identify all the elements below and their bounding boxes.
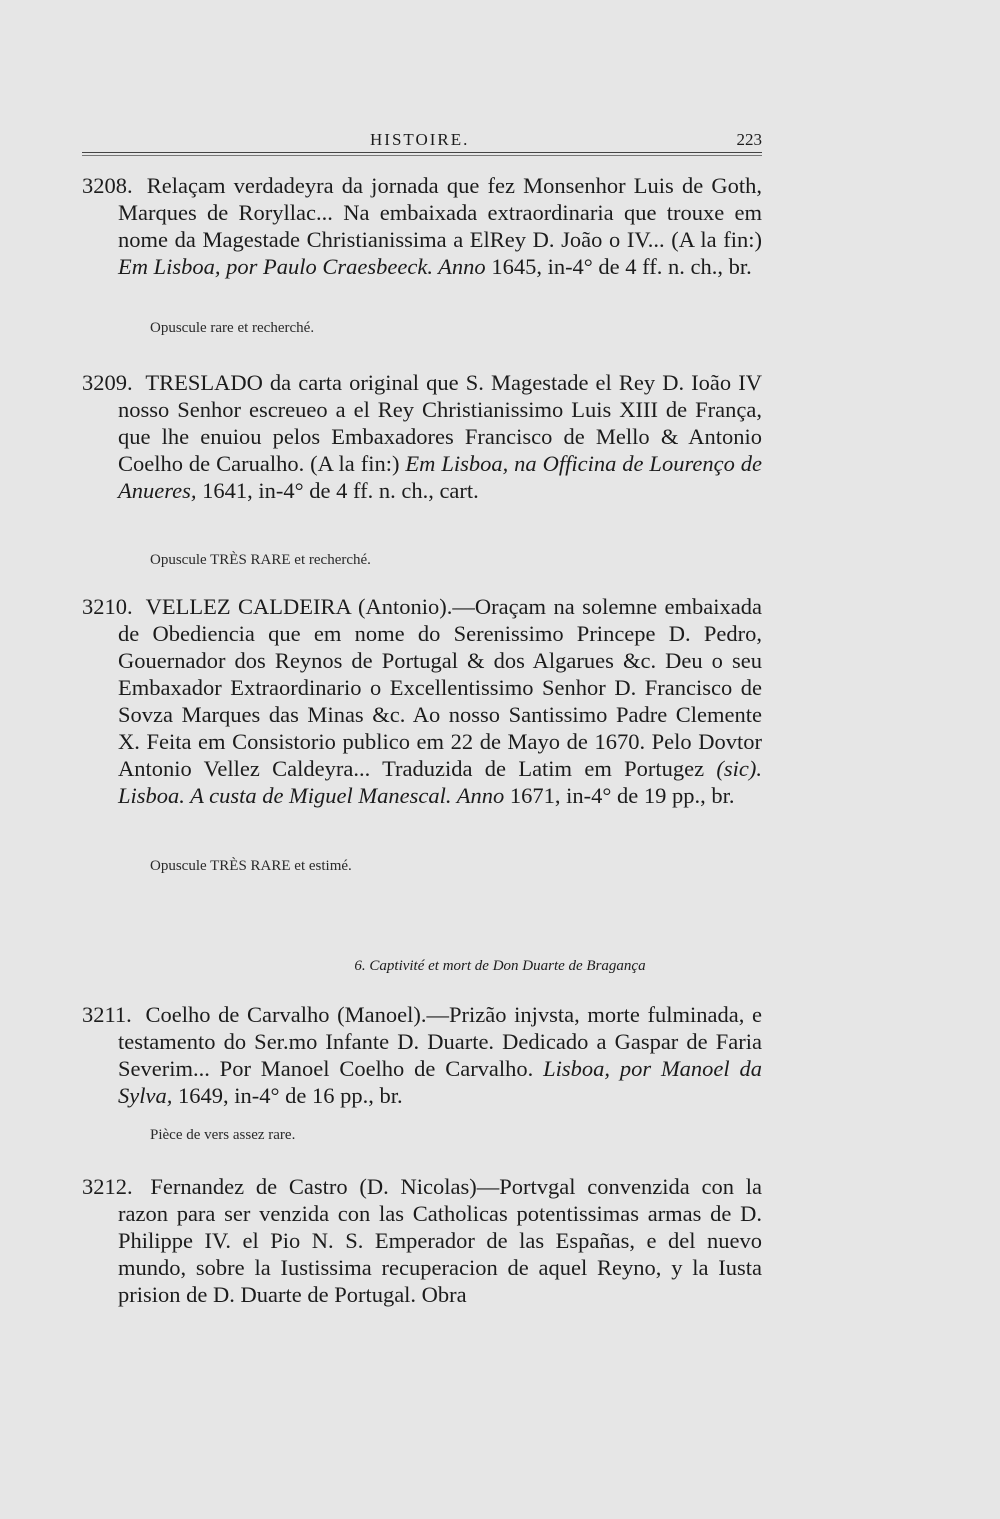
entry-text: TRESLADO da carta original que S. Magestade el Rey D. Ioão IV nosso Senhor escreueo a el Rey Christianissimo Luis XIII de França, que lhe enuiou pelos Embaxadores Francisco de Mello & Antonio Coelho de Carualho. (A la fin:) [118, 370, 762, 476]
header-rule-secondary [82, 155, 762, 156]
entry-text: Relaçam verdadeyra da jornada que fez Monsenhor Luis de Goth, Marques de Roryllac... Na embaixada extraordinaria que trouxe em nome da Magestade Christianissima a ElRey D. João o IV... (A la fin:) [118, 173, 762, 252]
entry-text: VELLEZ CALDEIRA (Antonio).—Oraçam na solemne embaixada de Obediencia que em nome do Serenissimo Princepe D. Pedro, Gouernador dos Reynos de Portugal & dos Algarues &c. Deu o seu Embaxador Extraordinario o Excellentissimo Senhor D. Francisco de Sovza Marques das Minas &c. Ao nosso Santissimo Padre Clemente X. Feita em Consistorio publico em 22 de Mayo de 1670. Pelo Dovtor Antonio Vellez Caldeyra... Traduzida de Latim em Portugez [118, 594, 763, 781]
entry-number: 3210. [82, 594, 133, 619]
entry-number: 3212. [82, 1174, 133, 1199]
entry-collation: 1641, in-4° de 4 ff. n. ch., cart. [202, 478, 479, 503]
entry-number: 3208. [82, 173, 133, 198]
entry-collation: 1649, in-4° de 16 pp., br. [177, 1083, 403, 1108]
header-rule [82, 152, 762, 153]
entry-imprint: Em Lisboa, por Paulo Craesbeeck. Anno [118, 254, 486, 279]
entry-text: Coelho de Carvalho (Manoel).—Prizão injvsta, morte fulminada, e testamento do Ser.mo Infante D. Duarte. Dedicado a Gaspar de Faria Severim... Por Manoel Coelho de Carvalho. [118, 1002, 762, 1081]
catalog-entry-3209 [82, 369, 762, 504]
page-number: 223 [736, 130, 762, 149]
entry-imprint: Lisboa, por Manoel da Sylva, [118, 1056, 762, 1108]
page-header [82, 128, 762, 150]
entry-imprint: Em Lisboa, na Officina de Lourenço de Anueres, [118, 451, 763, 503]
running-title: HISTOIRE. [370, 130, 470, 149]
section-title: 6. Captivité et mort de Don Duarte de Bragança [354, 958, 646, 974]
entry-number: 3211. [82, 1002, 132, 1027]
catalog-entry-3210 [82, 593, 762, 809]
catalog-entry-3212 [82, 1173, 762, 1308]
entry-imprint: (sic). Lisboa. A custa de Miguel Manescal. Anno [118, 756, 763, 808]
entry-text: Fernandez de Castro (D. Nicolas)—Portvgal convenzida con la razon para ser venzida con las Catholicas potentissimas armas de D. Philippe IV. el Pio N. S. Emperador de las Españas, e del nuevo mundo, sobre la Iustissima recuperacion de aquel Reyno, y la Iusta prision de D. Duarte de Portugal. Obra [118, 1174, 762, 1307]
catalog-entry-3211 [82, 1001, 762, 1109]
entry-number: 3209. [82, 370, 133, 395]
entry-note-3210: Opuscule TRÈS RARE et estimé. [150, 858, 352, 874]
entry-collation: 1671, in-4° de 19 pp., br. [509, 783, 735, 808]
catalog-entry-3208 [82, 172, 762, 280]
entry-note-3209: Opuscule TRÈS RARE et recherché. [150, 552, 371, 568]
entry-note-3211: Pièce de vers assez rare. [150, 1127, 296, 1143]
entry-note-3208: Opuscule rare et recherché. [150, 320, 315, 336]
entry-collation: 1645, in-4° de 4 ff. n. ch., br. [491, 254, 752, 279]
